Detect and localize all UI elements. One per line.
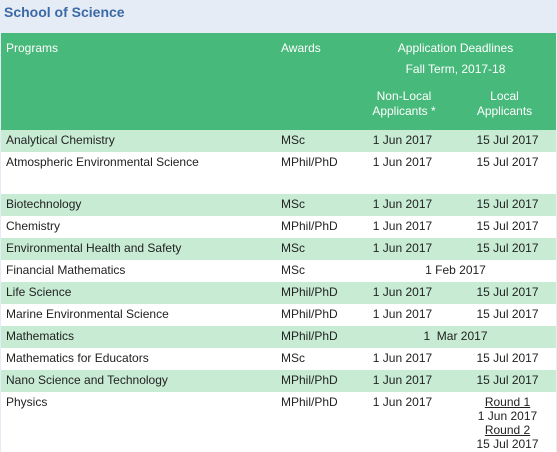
program-name: Analytical Chemistry [1,130,277,152]
table-row [1,392,556,452]
program-name: Financial Mathematics [1,260,277,282]
combined-deadline: 1 Mar 2017 [355,326,556,348]
local-deadline: 15 Jul 2017 [453,304,556,326]
local-deadline: 15 Jul 2017 [453,348,556,370]
local-deadline: 15 Jul 2017 [453,194,556,216]
table-row [1,260,556,282]
header-deadlines: Application Deadlines [355,33,556,59]
section-title: School of Science [4,4,125,20]
round-1-label: Round 1 [484,395,531,409]
award: MSc [277,260,355,282]
nonlocal-deadline: 1 Jun 2017 [355,216,453,238]
award: MSc [277,130,355,152]
award: MPhil/PhD [277,152,355,194]
header-term: Fall Term, 2017-18 [355,59,556,89]
program-name: Physics [1,392,277,452]
table-row [1,304,556,326]
award: MSc [277,238,355,260]
award: MSc [277,348,355,370]
table-row [1,130,556,152]
award: MPhil/PhD [277,282,355,304]
nonlocal-deadline: 1 Jun 2017 [355,282,453,304]
program-name: Nano Science and Technology [1,370,277,392]
program-name: Life Science [1,282,277,304]
header-nonlocal-line1: Non-Local [376,89,432,103]
table-row [1,238,556,260]
header-local-line1: Local [490,89,519,103]
nonlocal-deadline: 1 Jun 2017 [355,392,453,452]
program-name: Marine Environmental Science [1,304,277,326]
award: MPhil/PhD [277,216,355,238]
header-local [453,89,556,130]
round-2-date: 15 Jul 2017 [476,437,539,451]
table-row [1,152,556,194]
table-row [1,194,556,216]
header-local-line2: Applicants [476,104,533,118]
award: MPhil/PhD [277,304,355,326]
deadlines-table [1,33,556,452]
round-1-date: 1 Jun 2017 [477,409,538,423]
program-name: Chemistry [1,216,277,238]
header-nonlocal-line2: Applicants * [372,104,436,118]
program-name: Biotechnology [1,194,277,216]
nonlocal-deadline: 1 Jun 2017 [355,130,453,152]
table-row [1,370,556,392]
round-2-label: Round 2 [484,423,531,437]
award: MPhil/PhD [277,370,355,392]
program-name: Environmental Health and Safety [1,238,277,260]
program-name: Atmospheric Environmental Science [1,152,277,194]
nonlocal-deadline: 1 Jun 2017 [355,194,453,216]
table-row [1,326,556,348]
table-row [1,216,556,238]
nonlocal-deadline: 1 Jun 2017 [355,370,453,392]
award: MPhil/PhD [277,392,355,452]
combined-deadline: 1 Feb 2017 [355,260,556,282]
award: MPhil/PhD [277,326,355,348]
local-deadline: 15 Jul 2017 [453,282,556,304]
header-programs: Programs [1,33,277,130]
header-awards: Awards [277,33,355,130]
header-nonlocal [355,89,453,130]
local-deadline: 15 Jul 2017 [453,238,556,260]
local-deadline: 15 Jul 2017 [453,216,556,238]
program-name: Mathematics [1,326,277,348]
nonlocal-deadline: 1 Jun 2017 [355,238,453,260]
local-deadline: 15 Jul 2017 [453,130,556,152]
award: MSc [277,194,355,216]
local-deadline: 15 Jul 2017 [453,370,556,392]
table-row [1,282,556,304]
nonlocal-deadline: 1 Jun 2017 [355,152,453,194]
table-row [1,348,556,370]
nonlocal-deadline: 1 Jun 2017 [355,304,453,326]
local-deadline-rounds [453,392,556,452]
local-deadline: 15 Jul 2017 [453,152,556,194]
nonlocal-deadline: 1 Jun 2017 [355,348,453,370]
program-name: Mathematics for Educators [1,348,277,370]
